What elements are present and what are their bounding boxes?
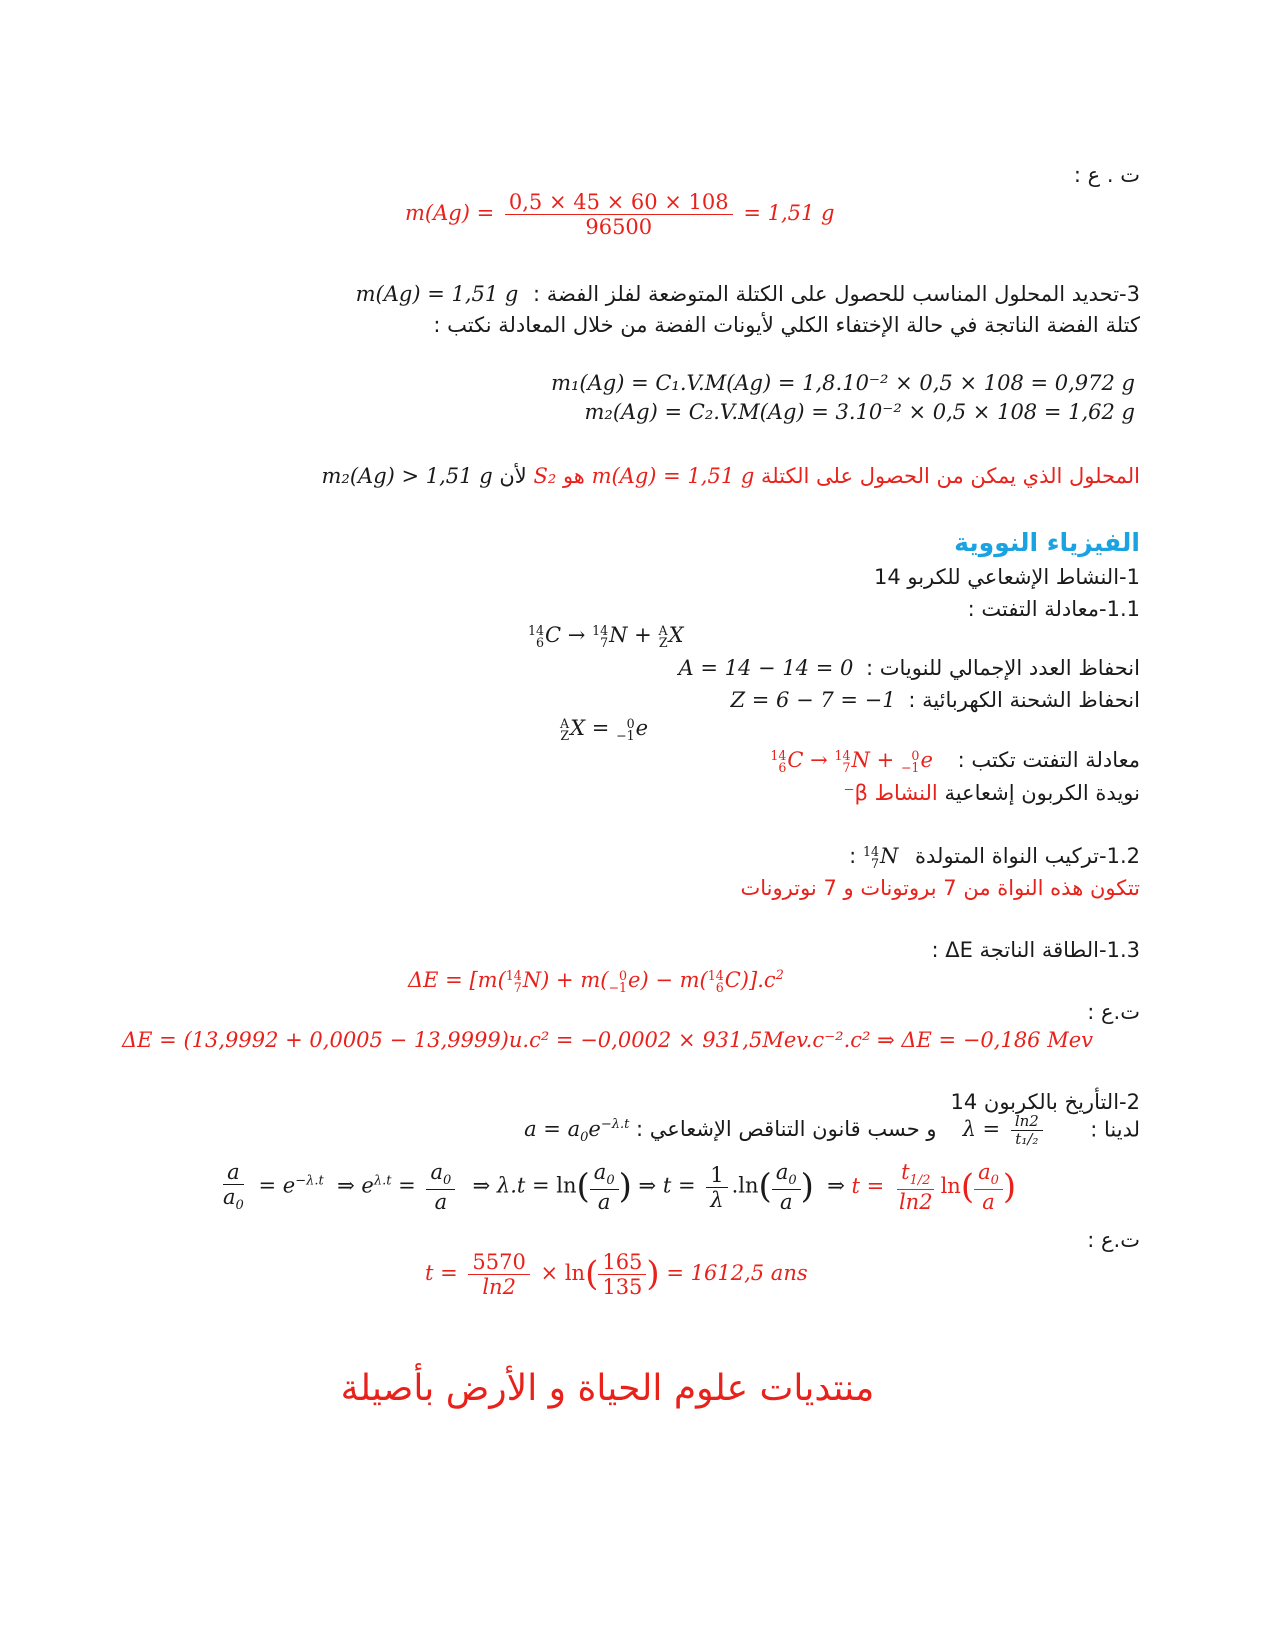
conservation-nucleons xyxy=(679,656,1140,681)
particle-identification: A Z X = 0 −1 e xyxy=(560,716,649,743)
mass-denominator: 96500 xyxy=(585,215,653,240)
question-1-2-nucleus: 14 7 N xyxy=(862,844,899,871)
conclusion-mass: m(Ag) = 1,51 g xyxy=(591,464,755,488)
conclusion-because: لأن xyxy=(499,464,527,488)
we-have-label: لدينا : xyxy=(1090,1117,1140,1142)
conservation-charge xyxy=(731,688,1140,713)
question-1-2-text: 1.2-تركيب النواة المتولدة xyxy=(915,844,1140,868)
forum-brand: منتديات علوم الحياة و الأرض بأصيلة xyxy=(340,1368,875,1409)
conservation-nucleons-expr: A = 14 − 14 = 0 xyxy=(678,656,854,680)
conclusion-text: المحلول الذي يمكن من الحصول على الكتلة xyxy=(760,464,1140,488)
section-title-nuclear: الفيزياء النووية xyxy=(954,528,1140,557)
emitter-type xyxy=(843,781,1140,806)
conclusion-s2: S₂ xyxy=(533,464,557,488)
energy-formula: ΔE = [m( 14 7 N) + m( 0 −1 e) − m( 14 6 $C)].c^2$ xyxy=(408,968,784,995)
question-1-1: 1.1-معادلة التفتت : xyxy=(967,597,1140,621)
m1-expression: m₁(Ag) = C₁.V.M(Ag) = 1,8.10⁻² × 0,5 × 108 = 0,972 g xyxy=(551,371,1135,395)
question-1-3: 1.3-الطاقة الناتجة ΔE : xyxy=(931,938,1140,962)
decay-label: معادلة التفتت تكتب : xyxy=(957,748,1140,772)
mass-numerator: 0,5 × 45 × 60 × 108 xyxy=(505,190,733,215)
m2-expression: m₂(Ag) = C₂.V.M(Ag) = 3.10⁻² × 0,5 × 108 = 1,62 g xyxy=(584,400,1135,424)
question-1: 1-النشاط الإشعاعي للكربو 14 xyxy=(873,565,1140,589)
conservation-charge-label: انحفاظ الشحنة الكهربائية : xyxy=(908,688,1140,712)
nucleus-composition-answer: تتكون هذه النواة من 7 بروتونات و 7 نوترونات xyxy=(740,876,1140,900)
silver-mass-formula xyxy=(405,190,834,239)
time-derivation: $\frac{a}{a_0}$ = $e^{-\lambda.t}$ ⇒ $e^{\lambda.t}$ = $\frac{a_0}{a}$ ⇒ λ.t = ln( $\frac{a_0}{a}$ ) ⇒ t = $\frac{1}{\lambda}$ .ln( $\frac{a_0}{a}$ ) ⇒ t = $\frac{t_{1/2}}{\ln 2}$ ln( $\frac{a_0}{a}$ ) xyxy=(223,1160,1017,1215)
decay-law-text: و حسب قانون التناقص الإشعاعي : xyxy=(636,1117,937,1142)
age-calculation: t = $\frac{5570}{\ln 2}$ × ln( $\frac{165}{135}$ ) = 1612,5 ans xyxy=(425,1250,808,1300)
question-3-text: 3-تحديد المحلول المناسب للحصول على الكتلة المتوضعة لفلز الفضة : xyxy=(533,282,1140,306)
question-3-mass: m(Ag) = 1,51 g xyxy=(355,282,519,306)
age-result: = 1612,5 ans xyxy=(666,1261,808,1286)
application-label: ت . ع : xyxy=(1073,163,1140,187)
question-3-line2: كتلة الفضة الناتجة في حالة الإختفاء الكلي لأيونات الفضة من خلال المعادلة نكتب : xyxy=(433,313,1140,337)
question-1-2: 1.2-تركيب النواة المتولدة 14 7 N : xyxy=(849,844,1140,871)
conclusion-inequality: m₂(Ag) > 1,51 g xyxy=(321,464,493,488)
emitter-text: نويدة الكربون إشعاعية xyxy=(944,781,1140,805)
application-label-2: ت.ع : xyxy=(1087,1000,1140,1024)
conservation-charge-expr: Z = 6 − 7 = −1 xyxy=(730,688,896,712)
lambda-definition: λ = $\frac{\ln 2}{\text{t₁/₂}}$ xyxy=(963,1117,1054,1141)
energy-value: ΔE = (13,9992 + 0,0005 − 13,9999)u.c² = −0,0002 × 931,5Mev.c⁻².c² ⇒ ΔE = −0,186 Mev xyxy=(122,1028,1094,1052)
conservation-nucleons-label: انحفاظ العدد الإجمالي للنويات : xyxy=(866,656,1140,680)
decay-equation-red: 14 6 C → 14 7 N + 0 −1 e xyxy=(770,748,933,775)
emitter-activity: النشاط β⁻ xyxy=(843,781,938,805)
decay-equation-final xyxy=(770,748,1140,773)
mass-lhs: m(Ag) = xyxy=(405,201,495,226)
conclusion-is: هو xyxy=(562,464,585,488)
decay-equation-general: 14 6 C → 14 7 N + A Z X xyxy=(528,623,684,650)
mass-fraction xyxy=(505,190,733,239)
application-label-3: ت.ع : xyxy=(1087,1228,1140,1252)
question-3 xyxy=(356,282,1140,307)
decay-law-line xyxy=(524,1113,1140,1149)
question-2: 2-التأريخ بالكربون 14 xyxy=(950,1090,1140,1114)
solution-conclusion xyxy=(322,464,1141,489)
decay-law-expr: $a = a_0e^{-\lambda.t}$ xyxy=(524,1117,630,1146)
mass-result: = 1,51 g xyxy=(743,201,835,226)
